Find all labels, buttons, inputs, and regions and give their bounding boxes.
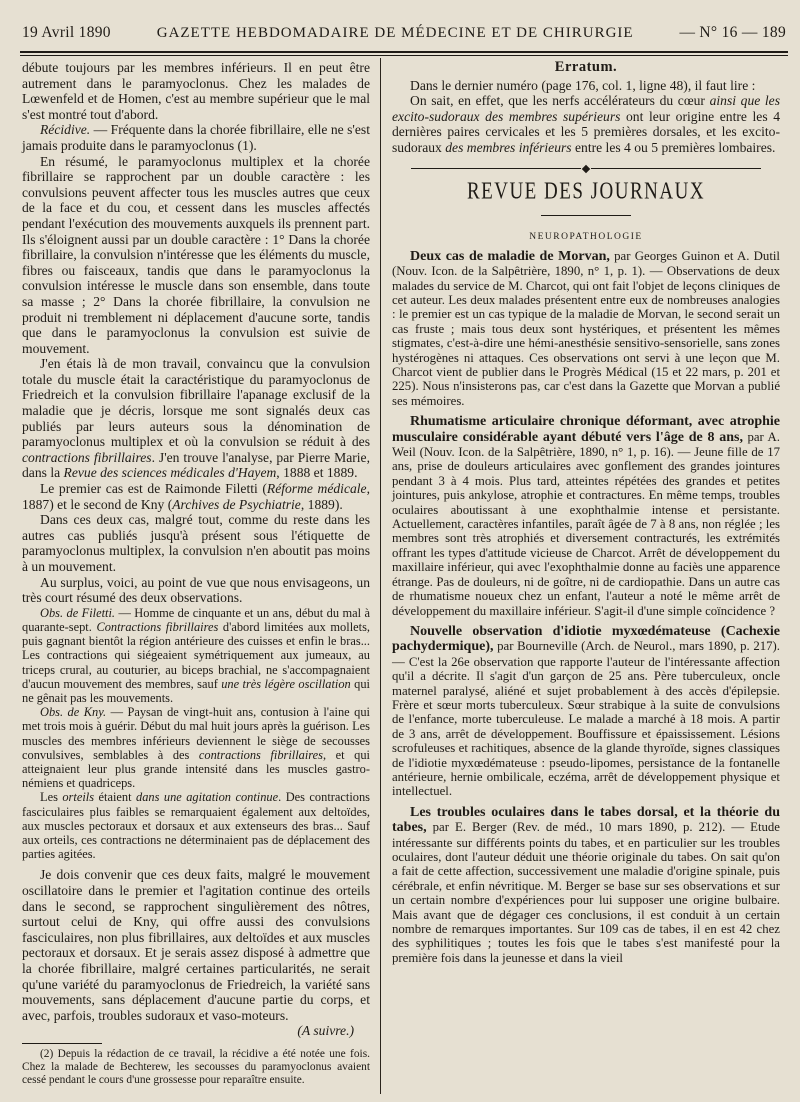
header-date: 19 Avril 1890	[22, 24, 111, 41]
erratum-title: Erratum.	[554, 59, 618, 75]
paragraph-recidive: Récidive. — Fréquente dans la chorée fibrillaire, elle ne s'est jamais produite dans le paramyoclonus (1).	[22, 122, 370, 153]
header-rule-thin	[20, 55, 788, 56]
paragraph: Je dois convenir que ces deux faits, malgré le mouvement oscillatoire dans le premier et l'agitation continue des orteils dans le second, se rapprochent singulièrement des nôtres, surtout celui de Kny, qui offre aussi des convulsions fasciculaires, non plus fibrillaires, aux deltoïdes et aux muscles pectoraux et dorsaux. Et je serais assez disposé à admettre que la chorée fibrillaire, malgré certaines particularités, ne serait qu'une variété du paramyoclonus de Friedreich, la variété sans mouvements, sans déplacement d'aucune partie du corps, et avec, parfois, troubles sudoraux et vaso-moteurs.	[22, 867, 370, 1023]
to-be-continued: (A suivre.)	[297, 1023, 354, 1039]
footnote-rule	[22, 1043, 102, 1044]
erratum-text: Dans le dernier numéro (page 176, col. 1, ligne 48), il faut lire :	[410, 77, 756, 93]
footnote: (2) Depuis la rédaction de ce travail, la récidive a été notée une fois. Chez la malade de Bechterew, les secousses du paramyoclonus avaient cessé pendant le cours d'une grossesse pour reparaître ensuite.	[22, 1047, 370, 1086]
observation-filetti: Obs. de Filetti. — Homme de cinquante et un ans, début du mal à quarante-sept. Contractions fibrillaires d'abord limitées aux mollets, puis gagnant bientôt la région antérieure des cuisses et enfin le bras... Les contractions qui siégeaient symétriquement aux jumeaux, au triceps crural, au couturier, au biceps brachial, ne s'accompagnaient d'aucun mouvement des membres, sauf une très légère oscillation qui ne gênait pas les mouvements.	[22, 605, 370, 705]
observation-kny-continued: Les orteils étaient dans une agitation continue. Des contractions fasciculaires plus faibles se remarquaient également aux deltoïdes, aux muscles pectoraux et dorsaux et aux extenseurs des bras... Sauf aux orteils, ces contractions ne déterminaient pas de déplacement des parties agitées.	[22, 790, 370, 862]
paragraph: Le premier cas est de Raimonde Filetti (Réforme médicale, 1887) et le second de Kny (Archives de Psychiatrie, 1889).	[22, 481, 371, 512]
article-rhumatisme: Rhumatisme articulaire chronique déformant, avec atrophie musculaire considérable ayant débuté vers l'âge de 8 ans, par A. Weil (Nouv. Icon. de la Salpêtrière, 1890, n° 1, p. 16). — Jeune fille de 17 ans, prise de douleurs articulaires avec gonflement des grandes jointures pendant 3 à 4 mois. Plus tard, atteintes répétées des grandes et petites jointures, puis ankylose, atrophie et contractures. En même temps, troubles oculaires aboutissant à une exophthalmie intense et persistante. Actuellement, caractères infantiles, paraît âgée de 7 à 8 ans, non réglée ; les membres sont très atrophiés et diversement contracturés, les extrémités offrant les types d'attitude vicieuse de Charcot. Arrêt de développement du maxillaire inférieur, qui avec l'exophthalmie donne au faciès une apparence étrange. Pas de douleurs, ni de goître, ni de cardiopathie. Dans un autre cas de rhumatisme noueux chez un enfant, l'auteur a noté le même arrêt de développement du maxillaire inférieur. S'agit-il d'une simple coïncidence ?	[392, 414, 780, 618]
header-page-number: 189	[761, 24, 786, 41]
article-myxoedeme: Nouvelle observation d'idiotie myxœdémateuse (Cachexie pachydermique), par Bourneville (Arch. de Neurol., mars 1890, p. 217). — C'est la 26e observation que rapporte l'auteur de l'intéressante affection qu'il a décrite. Il s'agit d'un garçon de 25 ans. Père tuberculeux, oncle maternel paralysé, aliéné et sujet probablement à des accès d'épilepsie. Frère et sœur morts tuberculeux. Sœur strabique à la suite de convulsions de l'enfance, morte tuberculeuse. Le malade a marché à 18 mois. A partir de 3 ans, arrêt de développement. Bouffissure et épaississement. Lésions scrofuleuses et rachitiques, absence de la glande thyroïde, signes classiques de l'idiotie myxœdémateuse : pseudo-lipomes, persistance de la fontanelle antérieure, hernie ombilicale, eczéma, arrêt de développement physique et intellectuel.	[392, 623, 780, 799]
section-separator	[392, 166, 780, 172]
column-divider	[380, 58, 381, 1094]
header-issue: — N° 16 —	[679, 24, 758, 41]
article-morvan: Deux cas de maladie de Morvan, par Georges Guinon et A. Dutil (Nouv. Icon. de la Salpêtrière, 1890, n° 1, p. 1). — Observations de deux malades du service de M. Charcot, qui ont fait l'objet de leçons cliniques de cet auteur. Les deux malades présentent entre eux de nombreuses analogies : le premier est un cas typique de la maladie de Morvan, le second serait un cas fruste ; mais tous deux sont hystériques, et présentent les mêmes stigmates, c'est-à-dire une hémi-anesthésie sensitivo-sensorielle, sans zones hystérogènes ni attaques. Ces observations ont servi à une leçon que M. Charcot vient de publier dans le Progrès Médical (15 et 22 mars, p. 201 et 225). Nous n'insisterons pas, car c'est dans la Gazette que Morvan a publié ses mémoires.	[392, 248, 780, 408]
header-issue-page	[679, 24, 786, 42]
heading-rule	[541, 215, 631, 216]
observation-kny: Obs. de Kny. — Paysan de vingt-huit ans, contusion à l'aine qui met trois mois à guérir. Début du mal huit jours après la guérison. Les muscles des membres inférieurs deviennent le siège de secousses convulsives, semblables à des contractions fibrillaires, et qui atteignaient leur plus grande intensité dans les muscles gastro-némiens et quadriceps.	[22, 705, 370, 791]
paragraph: débute toujours par les membres inférieurs. Il en peut être autrement dans le paramyoclonus. Chez les malades de Lœwenfeld et de Homen, c'est au membre supérieur que le mal s'est montré tout d'abord.	[22, 60, 370, 122]
subsection-tag: NEUROPATHOLOGIE	[529, 232, 643, 243]
paragraph: Au surplus, voici, au point de vue que nous envisageons, un très court résumé des deux observations.	[22, 574, 370, 606]
left-column	[22, 60, 370, 1087]
right-column	[392, 60, 780, 965]
header-rule	[20, 51, 788, 53]
section-heading: REVUE DES JOURNAUX	[466, 177, 706, 205]
paragraph: Dans ces deux cas, malgré tout, comme du reste dans les autres cas publiés jusqu'à présent sous l'étiquette de paramyoclonus multiplex, la convulsion n'en aboutit pas moins à un mouvement.	[22, 512, 370, 574]
running-header	[22, 24, 786, 46]
erratum-correction: On sait, en effet, que les nerfs accélérateurs du cœur ainsi que les excito-sudoraux des membres supérieurs ont leur origine entre les 4 dernières paires cervicales et les 5 premières dorsales, et les excito-sudoraux des membres inférieurs entre les 4 ou 5 premières lombaires.	[392, 93, 781, 155]
header-journal-title: GAZETTE HEBDOMADAIRE DE MÉDECINE ET DE CHIRURGIE	[156, 25, 634, 41]
run-in-label: Récidive.	[40, 122, 91, 138]
paragraph: En résumé, le paramyoclonus multiplex et la chorée fibrillaire se rapprochent par un double caractère : les convulsions peuvent affecter tous les muscles autres que ceux de la face et du cou, et cessent dans les muscles affectés pendant l'exécution des mouvements auxquels ils prennent part. Ils s'éloignent aussi par un double caractère : 1° Dans la chorée fibrillaire, la convulsion n'intéresse que les éléments du muscle, fibres ou faisceaux, tandis que dans le paramyoclonus la convulsion intéresse le muscle dans son ensemble, dans toute sa masse ; 2° Dans la chorée fibrillaire, la convulsion ne produit ni tremblement ni déplacement d'aucune sorte, tandis que dans le paramyoclonus la convulsion est suivie de mouvement.	[22, 153, 370, 356]
paragraph: J'en étais là de mon travail, convaincu que la convulsion totale du muscle était la caractéristique du paramyoclonus de Friedreich et la convulsion fibrillaire l'apanage exclusif de la maladie que je décris, lorsque me sont signalés deux cas publiés par leurs auteurs sous la dénomination de paramyoclonus multiplex et où la convulsion se réduit à des contractions fibrillaires. J'en trouve l'analyse, par Pierre Marie, dans la Revue des sciences médicales d'Hayem, 1888 et 1889.	[22, 356, 370, 481]
article-tabes: Les troubles oculaires dans le tabes dorsal, et la théorie du tabes, par E. Berger (Rev. de méd., 10 mars 1890, p. 212). — Etude intéressante sur différents points du tabes, et en particulier sur les troubles oculaires, dont l'auteur déduit une théorie originale du tabes. On sait qu'on a fait de cette affection, successivement une maladie d'origine spinale, puis cérébrale, et enfin névritique. M. Berger se base sur ses observations et sur un certain nombre d'expériences pour lui supposer une origine bulbaire. Mais avant que de dégager ces conclusions, il est conduit à un certain nombre de remarques importantes. Sur 109 cas de tabes, il en est 42 chez des syphilitiques ; toutes les fois que le tabes s'est manifesté pour la première fois dans la jeunesse et dans la vieil	[392, 804, 780, 965]
